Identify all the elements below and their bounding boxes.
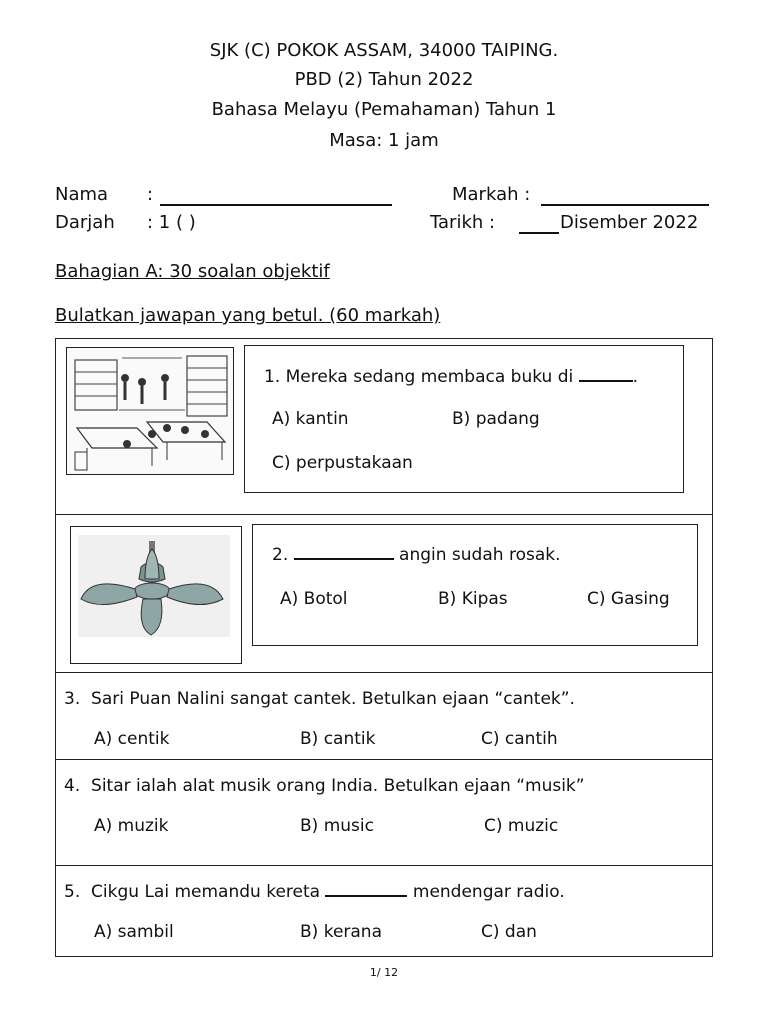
question-3-option-a[interactable]: A) centik bbox=[94, 729, 170, 749]
answer-blank bbox=[579, 368, 633, 382]
tarikh-day-field[interactable] bbox=[519, 218, 559, 234]
question-5-option-a[interactable]: A) sambil bbox=[94, 922, 174, 942]
question-1-option-a[interactable]: A) kantin bbox=[272, 409, 349, 429]
question-3-text: 3. Sari Puan Nalini sangat cantek. Betulkan ejaan “cantek”. bbox=[64, 689, 575, 709]
darjah-value: : 1 ( ) bbox=[147, 212, 196, 233]
question-4-text: 4. Sitar ialah alat musik orang India. Betulkan ejaan “musik” bbox=[64, 776, 585, 796]
answer-blank bbox=[325, 883, 407, 897]
answer-blank bbox=[294, 546, 394, 560]
questions-table bbox=[55, 338, 713, 957]
section-instruction: Bulatkan jawapan yang betul. (60 markah) bbox=[55, 305, 441, 326]
question-5-option-c[interactable]: C) dan bbox=[481, 922, 537, 942]
school-title: SJK (C) POKOK ASSAM, 34000 TAIPING. bbox=[209, 40, 559, 61]
question-4-option-a[interactable]: A) muzik bbox=[94, 816, 169, 836]
question-5-text: 5. Cikgu Lai memandu kereta mendengar radio. bbox=[64, 882, 565, 902]
question-1-text: 1. Mereka sedang membaca buku di . bbox=[264, 367, 639, 387]
question-4-option-b[interactable]: B) music bbox=[300, 816, 374, 836]
question-5-option-b[interactable]: B) kerana bbox=[300, 922, 382, 942]
tarikh-value: Disember 2022 bbox=[560, 212, 699, 233]
markah-label: Markah : bbox=[452, 184, 531, 205]
ceiling-fan-icon bbox=[71, 527, 241, 663]
exam-title: PBD (2) Tahun 2022 bbox=[294, 69, 474, 90]
question-3-option-c[interactable]: C) cantih bbox=[481, 729, 558, 749]
question-2-option-a[interactable]: A) Botol bbox=[280, 589, 348, 609]
divider bbox=[56, 672, 712, 673]
question-2-text: 2. angin sudah rosak. bbox=[272, 545, 561, 565]
divider bbox=[56, 514, 712, 515]
question-2-option-b[interactable]: B) Kipas bbox=[438, 589, 508, 609]
library-illustration-icon bbox=[67, 348, 233, 474]
divider bbox=[56, 865, 712, 866]
section-title: Bahagian A: 30 soalan objektif bbox=[55, 261, 330, 282]
question-1-option-b[interactable]: B) padang bbox=[452, 409, 540, 429]
nama-label: Nama bbox=[55, 184, 109, 205]
page-number: 1/ 12 bbox=[369, 966, 399, 979]
nama-field[interactable] bbox=[160, 190, 392, 206]
question-2-option-c[interactable]: C) Gasing bbox=[587, 589, 670, 609]
darjah-label: Darjah bbox=[55, 212, 115, 233]
question-3-option-b[interactable]: B) cantik bbox=[300, 729, 376, 749]
question-1-image bbox=[66, 347, 234, 475]
duration: Masa: 1 jam bbox=[329, 130, 439, 151]
nama-colon: : bbox=[147, 184, 154, 205]
divider bbox=[56, 759, 712, 760]
tarikh-label: Tarikh : bbox=[430, 212, 496, 233]
question-4-option-c[interactable]: C) muzic bbox=[484, 816, 559, 836]
markah-field[interactable] bbox=[541, 190, 709, 206]
question-1-option-c[interactable]: C) perpustakaan bbox=[272, 453, 413, 473]
subject-title: Bahasa Melayu (Pemahaman) Tahun 1 bbox=[211, 99, 557, 120]
question-2-image bbox=[70, 526, 242, 664]
question-2-box bbox=[252, 524, 698, 646]
